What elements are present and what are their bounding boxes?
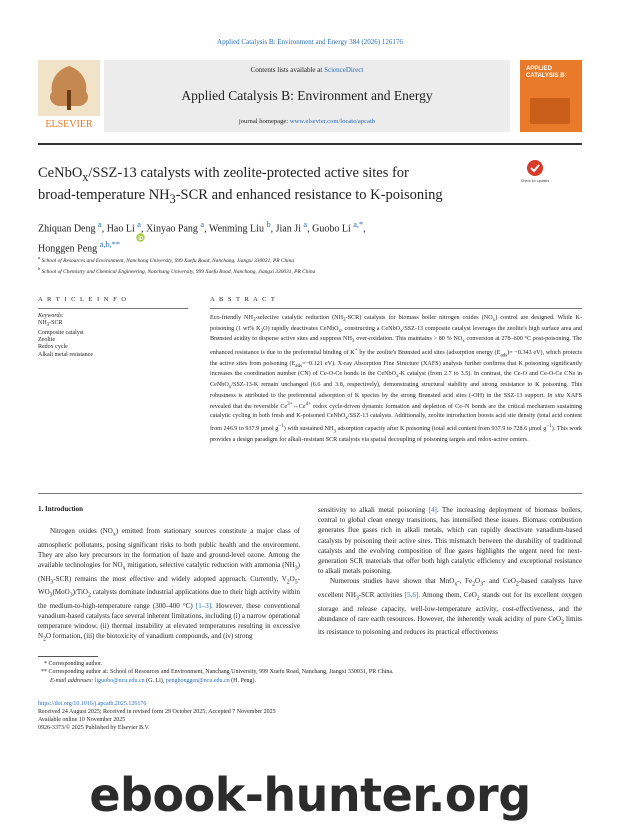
elsevier-wordmark: ELSEVIER: [45, 119, 93, 130]
elsevier-logo: [38, 60, 100, 132]
title-line-2: broad-temperature $NH_3$-SCR and enhanced resistance to K-poisoning: [38, 186, 443, 206]
available-online: Available online 10 November 2025: [38, 717, 126, 723]
watermark-text: ebook-hunter.org: [89, 768, 531, 822]
article-title: [38, 164, 518, 208]
intro-left-column: [38, 526, 300, 645]
keywords-label: Keywords:: [38, 313, 64, 319]
abstract-heading: A B S T R A C T: [210, 296, 277, 303]
footnote-corresponding-1: * Corresponding author.: [44, 661, 103, 667]
contents-line: Contents lists available at ScienceDirect: [250, 66, 364, 74]
affiliation-a: $^a$ School of Resources and Environment, Nanchang University, 999 Xuefu Road, Nanchang, Jiangxi 330031, PR China: [38, 255, 295, 264]
footnotes: [38, 660, 578, 685]
doi-link[interactable]: https://doi.org/10.1016/j.apcatb.2025.126176: [38, 701, 147, 707]
email-link-li[interactable]: liguobo@ncu.edu.cn: [94, 677, 145, 684]
issn-copyright: 0926-3373/© 2025 Published by Elsevier B.V.: [38, 725, 150, 731]
article-info-heading: A R T I C L E I N F O: [38, 296, 128, 303]
keyword-item: Composite catalyst: [38, 329, 84, 336]
homepage-link[interactable]: www.elsevier.com/locate/apcatb: [289, 118, 376, 125]
footnote-rule: [38, 656, 98, 657]
orcid-icon[interactable]: [136, 233, 145, 242]
journal-title: Applied Catalysis B: Environment and Energy: [181, 88, 433, 103]
check-updates-icon: [520, 158, 550, 184]
abstract-bottom-rule: [38, 493, 582, 494]
journal-citation-link[interactable]: Applied Catalysis B: Environment and Energy 384 (2026) 126176: [217, 38, 403, 46]
check-for-updates-button[interactable]: [520, 158, 550, 184]
keywords-block: [38, 313, 188, 359]
publication-info: [38, 700, 338, 732]
intro-paragraph: Numerous studies have shown that MnO$_x$-, $Fe_2O_3-$ and CeO$_2$-based catalysts have excellent $NH_3$-SCR activities [5,6]. Among them, CeO$_2$ stands out for its excellent oxygen storage and release capacity, well-low-temperature activity, cost-effectiveness, and the abundance of rare earth resources. However, the inherently weak acidity of pure CeO$_2$ limits its resistance to poisoning and reduces its practical effectiveness: [318, 577, 583, 637]
author-list[interactable]: Zhiquan Deng $^a$, Hao Li $^a$, Xinyao Pang $^a$, Wenming Liu $^b$, Jian Ji $^a$, Guobo Li $^{a,*}$, Honggen Peng $^{a,b,**}$: [38, 220, 366, 255]
intro-right-column: [318, 505, 582, 638]
footnote-corresponding-2: ** Corresponding author at: School of Resources and Environment, Nanchang University, 999 Xuefu Road, Nanchang, Jiangxi 330031, PR China.: [41, 669, 394, 676]
keyword-item: Redox cycle: [38, 344, 68, 351]
affiliation-b: $^b$ School of Chemistry and Chemical Engineering, Nanchang University, 999 Xuefu Road, Nanchang, Jiangxi 330031, PR China: [38, 265, 316, 275]
abstract-text: Eco-friendly $NH_3$-selective catalytic reduction $(NH_3-SCR)$ catalysts for biomass boiler nitrogen oxides $(NO_x)$ control are designed. While K-poisoning (1 wt% $K_2O$) rapidly deactivates CeNbO$_x$, constructing a CeNbO$_x$/SSZ-13 composite catalyst leverages the zeolite's high surface area and Brønsted acidity to disperse active sites and suppress $NH_3$ over-oxidation. This maintains > 80 % $NO_x$ conversion at 278–600 °C post-poisoning. The enhanced resistance is due to the preferential binding of K+ by the zeolite's Brønsted acid sites (adsorption energy $(E_{ads})= -0.343$ eV), which protects the active sites from poisoning ($E_{ads}=-0.121$ eV). X-ray Absorption Fine Structure (XAFS) analysis further confirms that K poisoning significantly increases the coordination number (CN) of Ce-O-Ce bonds in the CeNbO$_x$-K catalyst (from 2.7 to 3.5). In contrast, the Ce-O and Ce-O-Ce CNs in CeNbO$_x$/SSZ-13-K remain unchanged (6.6 and 3.8, respectively), demonstrating structural stability and strong resistance to K poisoning. This robustness is attributed to the preferential adsorption of K species by the strong Brønsted acid sites (-OH) in the SSZ-13 support. In situ XAFS revealed that the reversible $Ce^{3+}\leftrightarrow Ce^{4+}$ redox cycle-driven dynamic formation and depletion of Ce–N bonds are the critical mechanism sustaining catalytic cycling in both fresh and K-poisoned CeNbO$_x$/SSZ-13 catalysts. Additionally, zeolite introduction boosts acid site density (total acid content from 246.9 to 937.9 μmol $g^{-1}$) with sustained $NH_3$ adsorption capacity after K poisoning (total acid content from 937.9 to 728.6 μmol $g^{-1}$). This work provides a design paradigm for alkali-resistant SCR catalysts via spatial decoupling of poisoning targets and redox-active centers.: [210, 315, 583, 444]
journal-cover-image: [520, 60, 582, 132]
email-line: E-mail addresses: liguobo@ncu.edu.cn (G. Li), penghonggen@ncu.edu.cn (H. Peng).: [50, 677, 256, 684]
title-line-1: CeNbO$_x$/SSZ-13 catalysts with zeolite-protected active sites for: [38, 165, 409, 184]
introduction-heading: 1. Introduction: [38, 505, 83, 513]
article-info-rule: [38, 308, 188, 309]
received-dates: Received 24 August 2025; Received in revised form 29 October 2025; Accepted 7 November 2025: [38, 709, 276, 715]
email-link-peng[interactable]: penghonggen@ncu.edu.cn: [165, 677, 230, 684]
intro-paragraph: sensitivity to alkali metal poisoning [4]. The increasing deployment of biomass boilers, central to global clean energy transitions, has intensified these issues. Biomass combustion generates flue gases rich in alkali metals, which can rapidly deactivate vanadium-based catalysts by poisoning their active sites. This mismatch between the durability of traditional catalysts and the evolving composition of flue gases highlights the urgent need for next-generation SCR materials that offer both high catalytic efficiency and exceptional resistance to alkali metals poisoning.: [318, 506, 582, 576]
intro-paragraph: Nitrogen oxides $(NO_x)$ emitted from stationary sources constitute a major class of atmospheric pollutants, posing significant risks to both public health and the environment. They are also key precursors in the formation of haze and ground-level ozone. Among the available technologies for $NO_x$ mitigation, selective catalytic reduction with ammonia $(NH_3)$ $(NH_3-SCR)$ remains the most effective and widely adopted approach. Currently, $V_2O_5-WO_3(MoO_3)/TiO_2$ catalysts dominate industrial applications due to their high activity within the medium-to-high-temperature range (300–400 °C) [1–3]. However, these conventional vanadium-based catalysts face several inherent limitations, including (i) a narrow operational temperature window, (ii) thermal instability at elevated temperatures resulting in excessive $N_2O$ formation, (iii) the biotoxicity of vanadium compounds, and (iv) strong: [38, 527, 300, 643]
cover-title: APPLIED CATALYSIS B:: [526, 66, 567, 79]
journal-homepage: journal homepage: www.elsevier.com/locate/apcatb: [238, 118, 376, 125]
check-updates-label: Check for updates: [520, 179, 550, 183]
keyword-item: $NH_3$-SCR: [38, 320, 63, 329]
header-rule: [38, 143, 582, 145]
affiliations: [38, 254, 578, 276]
sciencedirect-link[interactable]: ScienceDirect: [324, 66, 364, 74]
abstract-rule: [210, 308, 582, 309]
keyword-item: Zeolite: [38, 337, 55, 344]
keyword-item: Alkali metal resistance: [38, 351, 93, 358]
